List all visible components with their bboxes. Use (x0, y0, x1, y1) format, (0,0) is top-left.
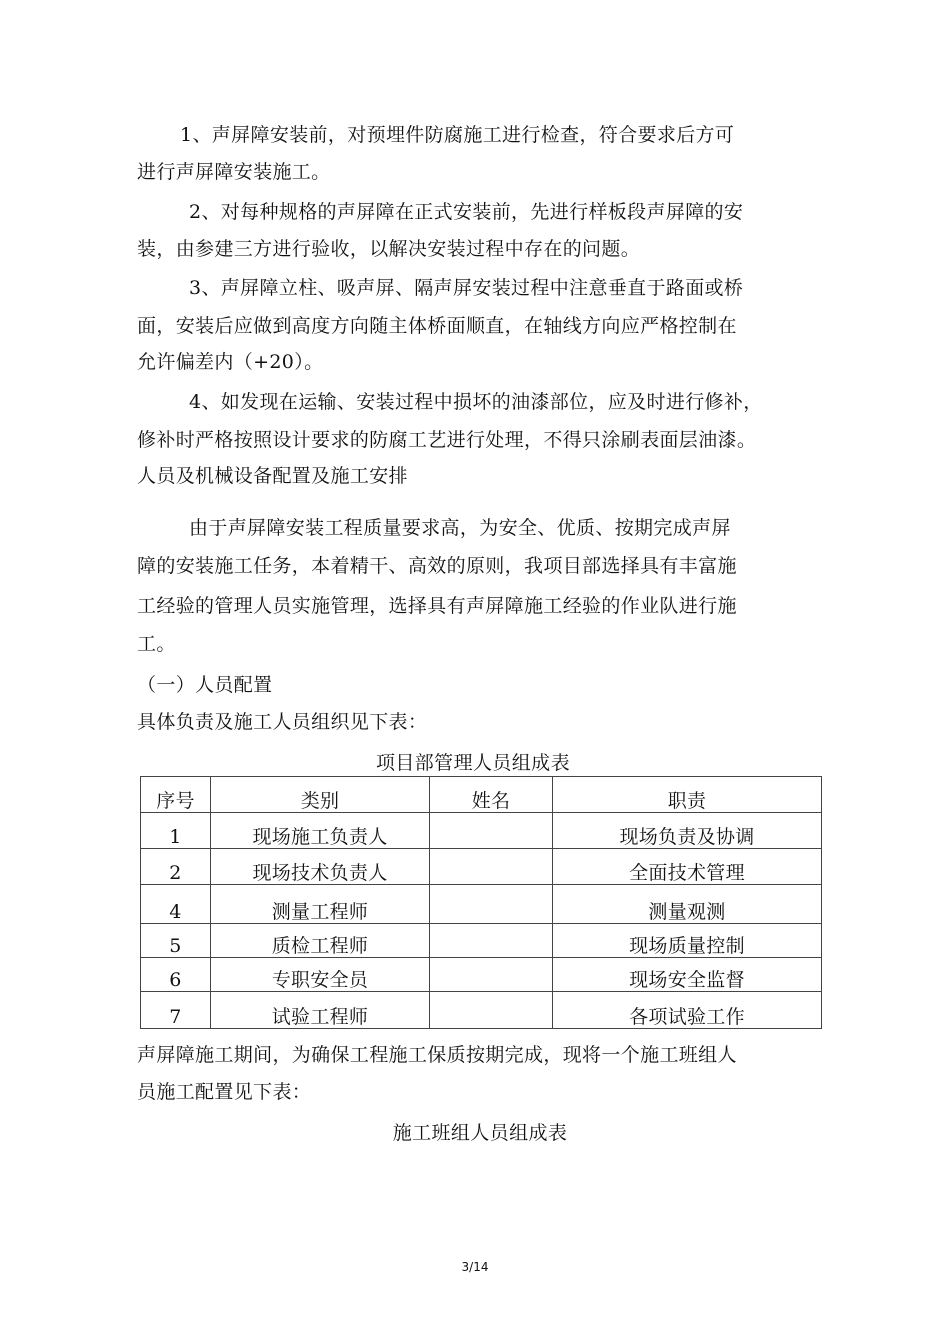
paragraph-3-line-1: 3、声屏障立柱、吸声屏、隔声屏安装过程中注意垂直于路面或桥 (189, 277, 744, 299)
paragraph-2-line-2: 装，由参建三方进行验收，以解决安装过程中存在的问题。 (137, 238, 641, 260)
cell-duty: 全面技术管理 (553, 849, 822, 885)
table-2-caption: 施工班组人员组成表 (392, 1122, 568, 1144)
paragraph-3-line-3: 允许偏差内（+20）。 (137, 351, 324, 373)
table-row (141, 924, 822, 958)
cell-index: 7 (141, 992, 211, 1029)
cell-name (430, 813, 553, 849)
cell-index: 2 (141, 849, 211, 885)
header-cell-index: 序号 (141, 777, 211, 813)
cell-name (430, 885, 553, 924)
paragraph-2-line-1: 2、对每种规格的声屏障在正式安装前，先进行样板段声屏障的安 (189, 201, 744, 223)
cell-name (430, 992, 553, 1029)
management-staff-table (140, 776, 822, 1029)
cell-index: 5 (141, 924, 211, 958)
cell-duty: 各项试验工作 (553, 992, 822, 1029)
cell-name (430, 849, 553, 885)
cell-index: 4 (141, 885, 211, 924)
section-heading-staff: 人员及机械设备配置及施工安排 (137, 465, 408, 487)
cell-duty: 现场安全监督 (553, 958, 822, 992)
cell-name (430, 924, 553, 958)
header-cell-duty: 职责 (553, 777, 822, 813)
paragraph-1-line-2: 进行声屏障安装施工。 (137, 161, 331, 183)
paragraph-3-line-2: 面，安装后应做到高度方向随主体桥面顺直，在轴线方向应严格控制在 (137, 315, 737, 337)
cell-category: 现场施工负责人 (211, 813, 430, 849)
cell-index: 6 (141, 958, 211, 992)
cell-index: 1 (141, 813, 211, 849)
cell-duty: 现场质量控制 (553, 924, 822, 958)
cell-name (430, 958, 553, 992)
subheading-staffing: （一）人员配置 (137, 674, 273, 696)
cell-duty: 现场负责及协调 (553, 813, 822, 849)
paragraph-1-line-1: 1、声屏障安装前，对预埋件防腐施工进行检查，符合要求后方可 (180, 124, 735, 146)
cell-duty: 测量观测 (553, 885, 822, 924)
table-header-row (141, 777, 822, 813)
paragraph-5-line-1: 由于声屏障安装工程质量要求高，为安全、优质、按期完成声屏 (189, 517, 731, 539)
paragraph-5-line-4: 工。 (137, 633, 176, 655)
cell-category: 测量工程师 (211, 885, 430, 924)
header-cell-name: 姓名 (430, 777, 553, 813)
table-row (141, 885, 822, 924)
paragraph-5-line-2: 障的安装施工任务，本着精干、高效的原则，我项目部选择具有丰富施 (137, 555, 737, 577)
table-row (141, 813, 822, 849)
paragraph-4-line-2: 修补时严格按照设计要求的防腐工艺进行处理，不得只涂刷表面层油漆。 (137, 429, 757, 451)
cell-category: 现场技术负责人 (211, 849, 430, 885)
table-row (141, 958, 822, 992)
page-number: 3/14 (461, 1260, 489, 1274)
table-row (141, 849, 822, 885)
table-row (141, 992, 822, 1029)
header-cell-category: 类别 (211, 777, 430, 813)
paragraph-4-line-1: 4、如发现在运输、安装过程中损坏的油漆部位，应及时进行修补， (189, 391, 763, 413)
table-1-caption: 项目部管理人员组成表 (375, 752, 570, 774)
cell-category: 专职安全员 (211, 958, 430, 992)
paragraph-6-line-1: 具体负责及施工人员组织见下表： (137, 711, 428, 733)
paragraph-7-line-1: 声屏障施工期间，为确保工程施工保质按期完成，现将一个施工班组人 (137, 1044, 737, 1066)
paragraph-7-line-2: 员施工配置见下表： (137, 1081, 312, 1103)
paragraph-5-line-3: 工经验的管理人员实施管理，选择具有声屏障施工经验的作业队进行施 (137, 595, 737, 617)
cell-category: 试验工程师 (211, 992, 430, 1029)
cell-category: 质检工程师 (211, 924, 430, 958)
